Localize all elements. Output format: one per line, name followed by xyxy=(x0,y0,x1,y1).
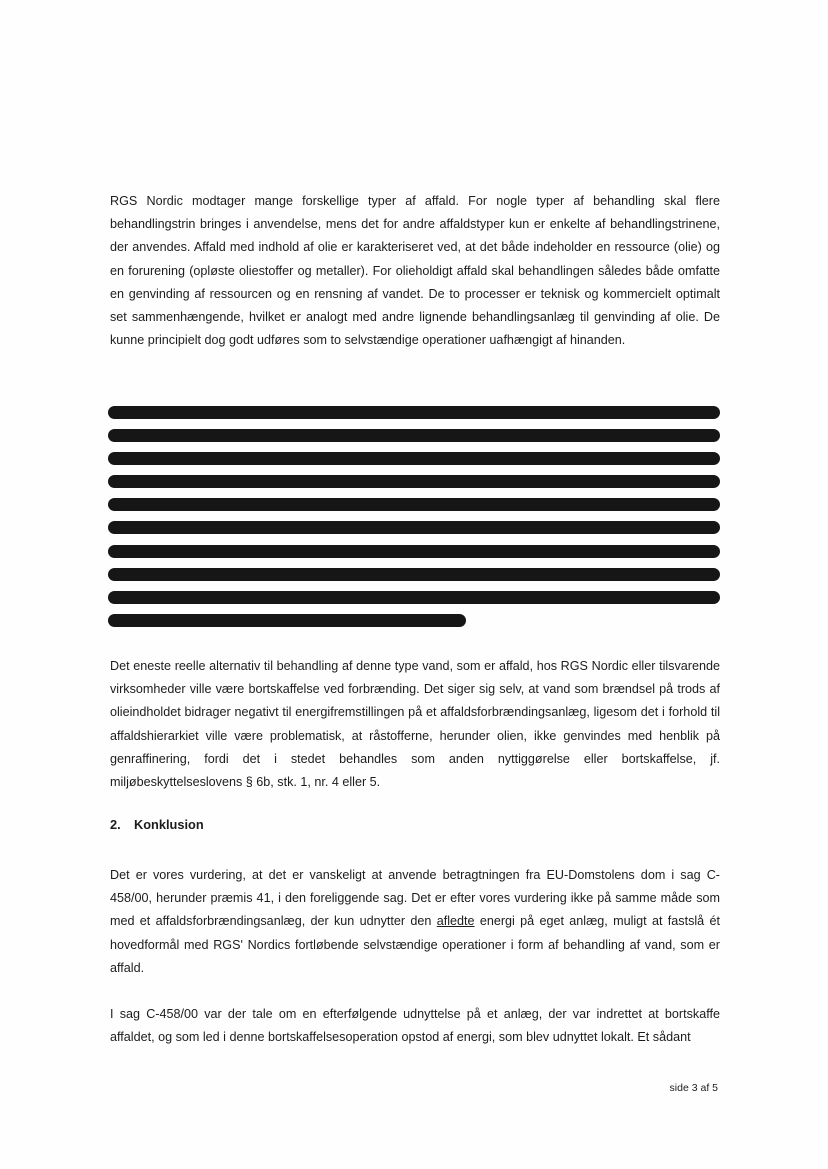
redaction-bar xyxy=(108,521,720,534)
paragraph-conclusion-text-2: energi på eget anlæg, muligt at fastslå ét hovedformål med RGS' Nordics fortløbende selvstændige operationer i form af behandling af vand, som er affald. xyxy=(110,914,720,975)
redaction-bar xyxy=(108,406,720,419)
paragraph-alternative: Det eneste reelle alternativ til behandling af denne type vand, som er affald, hos RGS Nordic eller tilsvarende virksomheder ville være bortskaffelse ved forbrænding. Det siger sig selv, at vand som brændsel på trods af olieindholdet bidrager negativt til energifremstillingen på et affaldsforbrændingsanlæg, ligesom det i forhold til affaldshierarkiet ville være problematisk, at råstofferne, herunder olien, ikke genvindes med henblik på genraffinering, fordi det i stedet behandles som anden nyttiggørelse eller bortskaffelse, jf. miljøbeskyttelseslovens § 6b, stk. 1, nr. 4 eller 5. xyxy=(110,659,720,790)
redaction-bar xyxy=(108,568,720,581)
redaction-bar xyxy=(108,591,720,604)
paragraph-conclusion xyxy=(110,864,720,980)
redaction-bar xyxy=(108,498,720,511)
redaction-bar xyxy=(108,614,466,627)
section-heading xyxy=(110,817,204,832)
section-title: Konklusion xyxy=(134,817,204,832)
paragraph-conclusion-text-1: Det er vores vurdering, at det er vanskeligt at anvende betragtningen fra EU-Domstolens dom i sag C-458/00, herunder præmis 41, i den foreliggende sag. Det er efter vores vurdering ikke på samme måde som med et affaldsforbrændingsanlæg, der kun udnytter den xyxy=(110,868,720,929)
underlined-term: afledte xyxy=(436,914,475,929)
section-number: 2. xyxy=(110,817,121,832)
paragraph-case-reference: I sag C-458/00 var der tale om en efterfølgende udnyttelse på et anlæg, der var indrettet at bortskaffe affaldet, og som led i denne bortskaffelsesoperation opstod af energi, som blev udnyttet lokalt. Et sådant xyxy=(110,1007,720,1045)
redaction-bar xyxy=(108,475,720,488)
redaction-bar xyxy=(108,545,720,558)
redaction-bar xyxy=(108,429,720,442)
page-number: side 3 af 5 xyxy=(669,1082,718,1094)
redaction-bar xyxy=(108,452,720,465)
paragraph-intro: RGS Nordic modtager mange forskellige typer af affald. For nogle typer af behandling skal flere behandlingstrin bringes i anvendelse, mens det for andre affaldstyper kun er enkelte af behandlingstrinene, der anvendes. Affald med indhold af olie er karakteriseret ved, at det både indeholder en ressource (olie) og en forurening (opløste oliestoffer og metaller). For olieholdigt affald skal behandlingen således både omfatte en genvinding af ressourcen og en rensning af vandet. De to processer er teknisk og kommercielt optimalt set sammenhængende, hvilket er analogt med andre lignende behandlingsanlæg til genvinding af olie. De kunne principielt dog godt udføres som to selvstændige operationer uafhængigt af hinanden. xyxy=(110,194,720,348)
